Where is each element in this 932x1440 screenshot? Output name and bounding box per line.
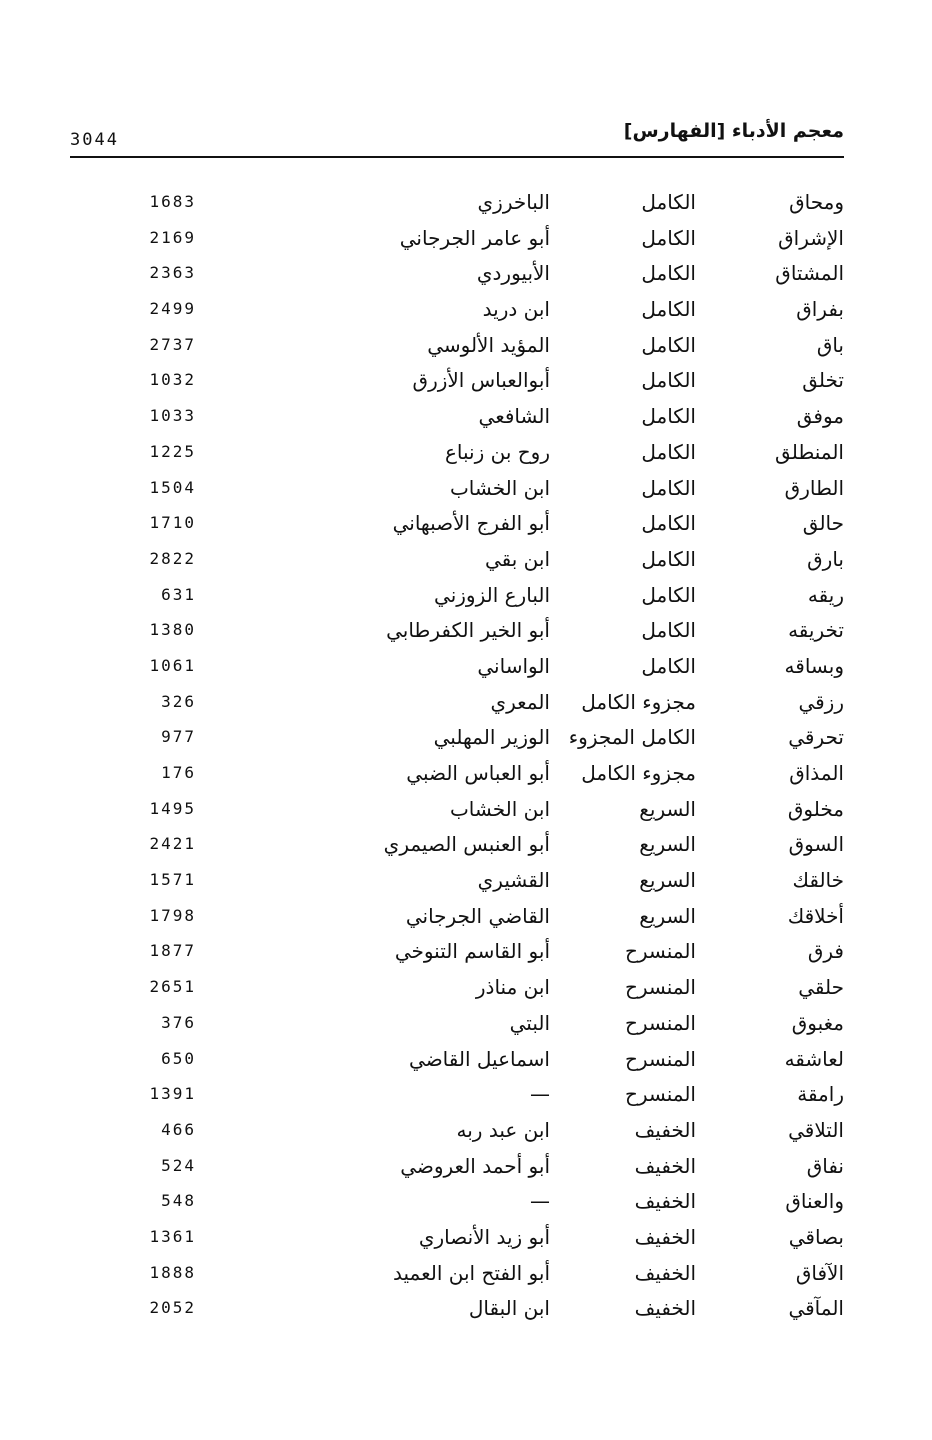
poet-name: الواساني — [477, 653, 550, 678]
poetic-meter: المنسرح — [624, 1046, 696, 1071]
rhyme-word: ريقه — [807, 582, 844, 607]
rhyme-word: الآفاق — [795, 1260, 844, 1285]
poet-name: الشافعي — [478, 404, 550, 429]
page-reference: 1571 — [149, 870, 196, 890]
rhyme-word: بفراق — [796, 297, 844, 322]
rhyme-word: والعناق — [785, 1189, 844, 1214]
index-row — [0, 541, 932, 577]
poet-name: المعري — [490, 689, 550, 714]
index-row — [0, 1112, 932, 1148]
poetic-meter: الخفيف — [634, 1260, 696, 1285]
poet-name: أبو أحمد العروضي — [400, 1153, 550, 1178]
page-reference: 1380 — [149, 620, 196, 640]
index-row — [0, 755, 932, 791]
poet-name: اسماعيل القاضي — [409, 1046, 550, 1071]
page-reference: 2363 — [149, 263, 196, 283]
page-number: 3044 — [70, 130, 119, 150]
rhyme-word: فرق — [807, 939, 844, 964]
page-reference: 1061 — [149, 655, 196, 675]
rhyme-word: باق — [816, 332, 844, 357]
index-row — [0, 1255, 932, 1291]
poet-name: أبو العنبس الصيمري — [383, 832, 550, 857]
poet-name: ابن بقي — [484, 546, 550, 571]
poetic-meter: مجزوء الكامل — [581, 689, 696, 714]
poetic-meter: الكامل — [641, 439, 696, 464]
rhyme-word: المشتاق — [775, 261, 844, 286]
index-row — [0, 1290, 932, 1326]
page-reference: 1710 — [149, 513, 196, 533]
poet-name: أبو الفتح ابن العميد — [393, 1260, 550, 1285]
poetic-meter: المنسرح — [624, 939, 696, 964]
index-row — [0, 470, 932, 506]
poet-name: ابن البقال — [468, 1296, 550, 1321]
poetic-meter: الكامل — [641, 261, 696, 286]
index-row — [0, 862, 932, 898]
index-row — [0, 969, 932, 1005]
poetic-meter: السريع — [639, 868, 696, 893]
poetic-meter: الكامل — [641, 618, 696, 643]
page-reference: 2052 — [149, 1298, 196, 1318]
rhyme-word: رزقي — [798, 689, 844, 714]
index-row — [0, 1183, 932, 1219]
rhyme-word: الإشراق — [778, 225, 844, 250]
poetic-meter: السريع — [639, 903, 696, 928]
page-reference: 1361 — [149, 1226, 196, 1246]
rhyme-word: المذاق — [789, 761, 844, 785]
poet-name: أبو الفرج الأصبهاني — [392, 511, 550, 536]
rhyme-word: مخلوق — [787, 796, 844, 821]
rhyme-word: الطارق — [784, 475, 844, 500]
poetic-meter: السريع — [639, 796, 696, 821]
page-reference: 1798 — [149, 905, 196, 925]
page-reference: 2421 — [149, 834, 196, 854]
rhyme-word: تخلق — [802, 368, 844, 393]
index-row — [0, 362, 932, 398]
poet-name: البتي — [509, 1010, 550, 1035]
index-row — [0, 505, 932, 541]
poetic-meter: الكامل المجزوء — [568, 725, 696, 750]
poet-name: أبو عامر الجرجاني — [399, 225, 550, 250]
index-row — [0, 684, 932, 720]
poetic-meter: الكامل — [641, 297, 696, 322]
poet-name: ابن مناذر — [475, 975, 550, 1000]
poetry-index-table — [0, 184, 932, 1326]
poetic-meter: الخفيف — [634, 1153, 696, 1178]
poet-name: أبو الخير الكفرطابي — [386, 618, 550, 643]
rhyme-word: نفاق — [806, 1153, 844, 1178]
rhyme-word: موفق — [796, 404, 844, 429]
page-reference: 2499 — [149, 299, 196, 319]
page-reference: 1495 — [149, 798, 196, 818]
rhyme-word: حلقي — [798, 975, 844, 1000]
rhyme-word: ومحاق — [789, 190, 844, 214]
rhyme-word: المآقي — [788, 1296, 844, 1321]
poetic-meter: الكامل — [641, 225, 696, 250]
index-row — [0, 612, 932, 648]
index-row — [0, 1005, 932, 1041]
poetic-meter: الكامل — [641, 653, 696, 678]
page-reference: 977 — [161, 727, 196, 747]
page-reference: 326 — [161, 691, 196, 711]
index-row — [0, 1076, 932, 1112]
index-row — [0, 933, 932, 969]
poet-name: أبو العباس الضبي — [406, 761, 550, 785]
rhyme-word: تحرقي — [788, 725, 844, 750]
page-reference: 1391 — [149, 1084, 196, 1104]
page-reference: 1033 — [149, 406, 196, 426]
poetic-meter: الكامل — [641, 511, 696, 536]
rhyme-word: مغبوق — [791, 1010, 844, 1035]
poetic-meter: الكامل — [641, 368, 696, 393]
page-header — [70, 116, 844, 158]
index-row — [0, 1219, 932, 1255]
rhyme-word: خالقك — [792, 868, 844, 893]
page-reference: 650 — [161, 1048, 196, 1068]
index-row — [0, 826, 932, 862]
poetic-meter: المنسرح — [624, 975, 696, 1000]
index-row — [0, 291, 932, 327]
index-row — [0, 719, 932, 755]
page-reference: 631 — [161, 584, 196, 604]
index-row — [0, 1148, 932, 1184]
poetic-meter: الكامل — [641, 475, 696, 500]
poetic-meter: الكامل — [641, 546, 696, 571]
index-row — [0, 184, 932, 220]
rhyme-word: حالق — [802, 511, 844, 536]
rhyme-word: لعاشقه — [784, 1046, 844, 1071]
poet-name: الباخرزي — [477, 190, 550, 214]
poet-name: — — [530, 1189, 550, 1214]
poet-name: ابن عبد ربه — [456, 1117, 550, 1142]
poet-name: الأبيوردي — [476, 261, 550, 286]
page-reference: 2737 — [149, 334, 196, 354]
rhyme-word: أخلاقك — [787, 903, 844, 928]
index-row — [0, 220, 932, 256]
poet-name: ابن الخشاب — [449, 796, 550, 821]
index-row — [0, 898, 932, 934]
poet-name: — — [530, 1082, 550, 1107]
poet-name: روح بن زنباع — [444, 439, 550, 464]
rhyme-word: المنطلق — [775, 439, 844, 464]
rhyme-word: رامقة — [797, 1082, 844, 1107]
page-reference: 1504 — [149, 477, 196, 497]
poet-name: أبو القاسم التنوخي — [394, 939, 550, 964]
page-reference: 1888 — [149, 1262, 196, 1282]
poetic-meter: الكامل — [641, 332, 696, 357]
poetic-meter: مجزوء الكامل — [581, 761, 696, 785]
poet-name: أبو زيد الأنصاري — [418, 1224, 550, 1249]
index-row — [0, 1041, 932, 1077]
poet-name: الوزير المهلبي — [433, 725, 550, 750]
poetic-meter: الخفيف — [634, 1189, 696, 1214]
page-reference: 376 — [161, 1012, 196, 1032]
poetic-meter: الخفيف — [634, 1224, 696, 1249]
page-reference: 548 — [161, 1191, 196, 1211]
rhyme-word: تخريقه — [788, 618, 844, 643]
index-row — [0, 398, 932, 434]
page-reference: 2169 — [149, 227, 196, 247]
poetic-meter: الخفيف — [634, 1117, 696, 1142]
running-title: معجم الأدباء [الفهارس] — [623, 120, 844, 142]
poetic-meter: الخفيف — [634, 1296, 696, 1321]
poet-name: القشيري — [477, 868, 550, 893]
poetic-meter: السريع — [639, 832, 696, 857]
poet-name: ابن دريد — [482, 297, 550, 322]
index-row — [0, 577, 932, 613]
index-row — [0, 648, 932, 684]
rhyme-word: وبساقه — [784, 653, 844, 678]
page-reference: 524 — [161, 1155, 196, 1175]
poetic-meter: المنسرح — [624, 1082, 696, 1107]
page-reference: 1225 — [149, 441, 196, 461]
index-row — [0, 327, 932, 363]
rhyme-word: السوق — [788, 832, 844, 857]
page-reference: 1032 — [149, 370, 196, 390]
page-reference: 1877 — [149, 941, 196, 961]
index-row — [0, 434, 932, 470]
index-row — [0, 791, 932, 827]
page-reference: 2822 — [149, 548, 196, 568]
page-reference: 176 — [161, 763, 196, 782]
rhyme-word: بارق — [807, 546, 844, 571]
poet-name: المؤيد الألوسي — [427, 332, 550, 357]
poet-name: القاضي الجرجاني — [405, 903, 550, 928]
rhyme-word: بصاقي — [788, 1224, 844, 1249]
poet-name: البارع الزوزني — [434, 582, 550, 607]
page-reference: 466 — [161, 1119, 196, 1139]
rhyme-word: التلاقي — [788, 1117, 844, 1142]
poetic-meter: الكامل — [641, 582, 696, 607]
poetic-meter: المنسرح — [624, 1010, 696, 1035]
page-reference: 1683 — [149, 192, 196, 211]
index-row — [0, 255, 932, 291]
page-reference: 2651 — [149, 977, 196, 997]
poet-name: أبوالعباس الأزرق — [412, 368, 550, 393]
poetic-meter: الكامل — [641, 404, 696, 429]
poetic-meter: الكامل — [641, 190, 696, 214]
poet-name: ابن الخشاب — [449, 475, 550, 500]
